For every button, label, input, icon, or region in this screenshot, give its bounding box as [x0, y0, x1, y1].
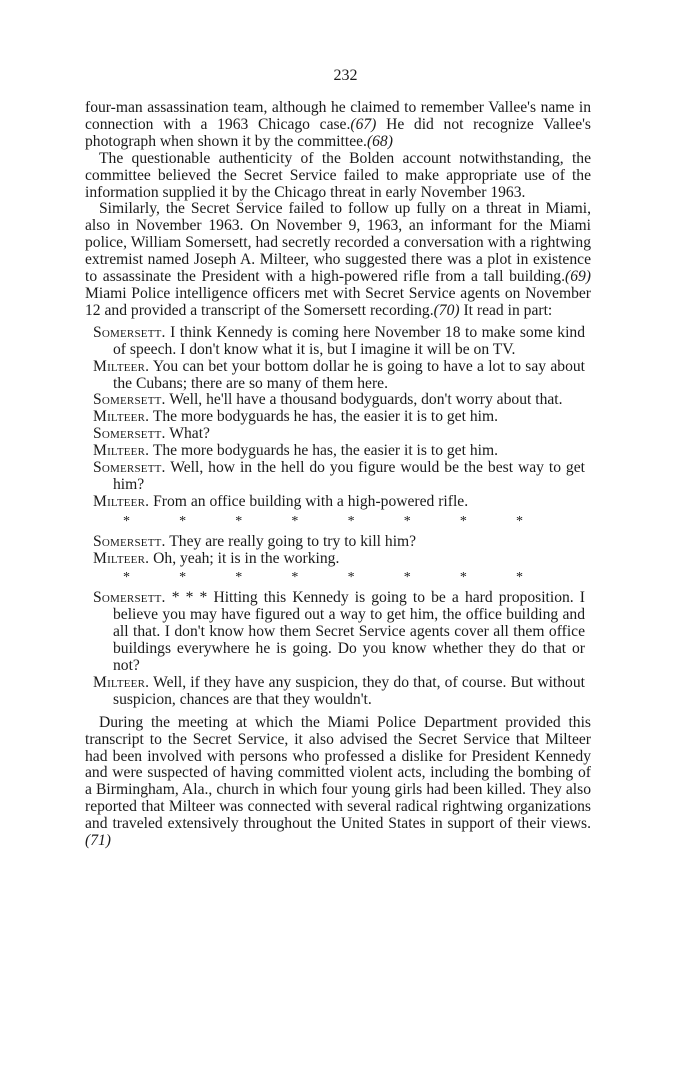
paragraph-3: Similarly, the Secret Service failed to follow up fully on a threat in Miami, also in November 1963. On November 9, 1963, an informant for the Miami police, William Somersett, had secretly recorded a conversation with a rightwing extremist named Joseph A. Milteer, who suggested there was a plot in existence to assassinate the President with a high-powered rifle from a tall building.(69) Miami Police intelligence officers met with Secret Service agents on November 12 and provided a transcript of the Somersett recording.(70) It read in part:	[85, 200, 591, 319]
star: *	[123, 513, 130, 529]
ellipsis-stars	[123, 570, 523, 587]
speaker-name: Somersett.	[93, 323, 166, 341]
footnote-ref: (69)	[565, 268, 591, 286]
speaker-name: Milteer.	[93, 442, 150, 460]
transcript-line: Milteer. You can bet your bottom dollar he is going to have a lot to say about the Cubans; there are so many of them here.	[93, 357, 585, 392]
star: *	[459, 513, 467, 529]
transcript-line: Milteer. From an office building with a high-powered rifle.	[93, 492, 469, 510]
speaker-name: Somersett.	[93, 391, 166, 409]
star: *	[179, 570, 187, 586]
speaker-name: Somersett.	[93, 589, 166, 607]
transcript-line: Somersett. They are really going to try to kill him?	[93, 532, 417, 550]
star: *	[459, 570, 467, 586]
star: *	[123, 570, 130, 586]
star: *	[515, 570, 523, 586]
paragraph-4: During the meeting at which the Miami Police Department provided this transcript to the Secret Service, it also advised the Secret Service that Milteer had been involved with persons who professed a dislike for President Kennedy and were suspected of having committed violent acts, including the bombing of a Birmingham, Ala., church in which four young girls had been killed. They also reported that Milteer was connected with several radical rightwing organizations and traveled extensively throughout the United States in support of their views.(71)	[85, 713, 591, 850]
star: *	[403, 570, 411, 586]
transcript-line: Milteer. The more bodyguards he has, the easier it is to get him.	[93, 408, 498, 426]
transcript-line: Somersett. Well, he'll have a thousand bodyguards, don't worry about that.	[93, 391, 563, 409]
footnote-ref: (67)	[350, 115, 377, 133]
transcript-excerpt	[85, 325, 591, 709]
star: *	[347, 570, 355, 586]
speaker-name: Somersett.	[93, 459, 166, 477]
transcript-line: Milteer. Oh, yeah; it is in the working.	[93, 549, 340, 567]
transcript-line: Somersett. * * * Hitting this Kennedy is going to be a hard proposition. I believe you may have figured out a way to get him, the office building and all that. I don't know how them Secret Service agents cover all them office buildings everywhere he is going. Do you know whether they do that or not?	[93, 589, 585, 674]
star: *	[179, 513, 187, 529]
star: *	[235, 570, 243, 586]
footnote-ref: (68)	[366, 132, 393, 150]
star: *	[403, 513, 411, 529]
transcript-line: Milteer. The more bodyguards he has, the easier it is to get him.	[93, 442, 498, 460]
speaker-name: Milteer.	[93, 673, 150, 691]
transcript-line: Somersett. What?	[93, 425, 210, 443]
transcript-line: Somersett. Well, how in the hell do you figure would be the best way to get him?	[93, 459, 585, 493]
speaker-name: Somersett.	[93, 532, 166, 550]
page-number: 232	[333, 67, 358, 84]
star: *	[291, 513, 299, 529]
speaker-name: Milteer.	[93, 549, 150, 567]
speaker-name: Milteer.	[93, 408, 150, 426]
speaker-name: Somersett.	[93, 425, 166, 443]
star: *	[515, 513, 523, 529]
footnote-ref: (70)	[433, 301, 460, 319]
paragraph-2: The questionable authenticity of the Bolden account notwithstanding, the committee believed the Secret Service failed to make appropriate use of the information supplied it by the Chicago threat in early November 1963.	[85, 149, 591, 201]
footnote-ref: (71)	[85, 832, 111, 850]
body-text	[85, 100, 591, 850]
transcript-line: Somersett. I think Kennedy is coming here November 18 to make some kind of speech. I don't know what it is, but I imagine it will be on TV.	[93, 323, 585, 358]
ellipsis-stars	[123, 514, 523, 531]
transcript-line: Milteer. Well, if they have any suspicion, they do that, of course. But without suspicion, chances are that they wouldn't.	[93, 673, 585, 708]
star: *	[235, 513, 243, 529]
star: *	[291, 570, 299, 586]
paragraph-1: four-man assassination team, although he claimed to remember Vallee's name in connection with a 1963 Chicago case.(67) He did not recognize Vallee's photograph when shown it by the committee.(68)	[85, 99, 592, 150]
speaker-name: Milteer.	[93, 357, 150, 375]
star: *	[347, 513, 355, 529]
speaker-name: Milteer.	[93, 492, 150, 510]
